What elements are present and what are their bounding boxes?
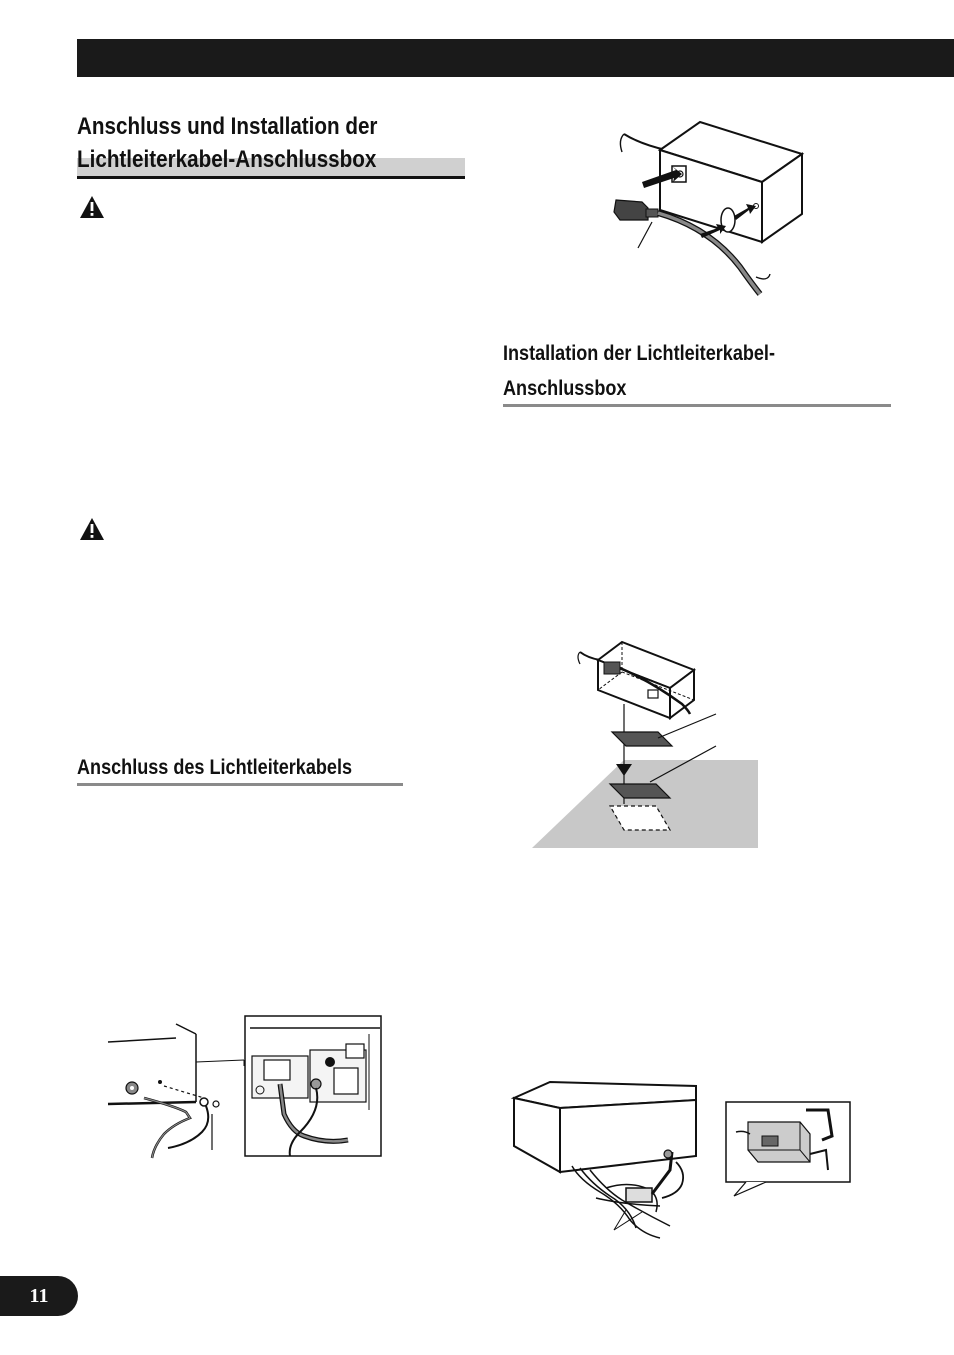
section-install-title-line2: Anschlussbox xyxy=(503,377,627,400)
section-connect-title: Anschluss des Lichtleiterkabels xyxy=(77,756,353,779)
main-heading-line2: Lichtleiterkabel-Anschlussbox xyxy=(77,146,377,173)
section-install-rule xyxy=(503,404,891,407)
figure-unit-bundle xyxy=(510,1080,855,1250)
section-install-title xyxy=(503,336,775,406)
figure-connect-box xyxy=(610,112,810,297)
figure-install-box xyxy=(532,634,760,849)
warning-triangle-icon xyxy=(79,517,105,541)
main-heading-line1: Anschluss und Installation der xyxy=(77,113,378,140)
warning-triangle-icon xyxy=(79,195,105,219)
main-heading xyxy=(77,110,412,176)
header-bar xyxy=(77,39,954,77)
section-connect-rule xyxy=(77,783,403,786)
figure-device-rear xyxy=(104,1014,384,1160)
section-install-title-line1: Installation der Lichtleiterkabel- xyxy=(503,342,775,365)
page-number: 11 xyxy=(0,1276,78,1316)
heading-rule xyxy=(77,176,465,179)
